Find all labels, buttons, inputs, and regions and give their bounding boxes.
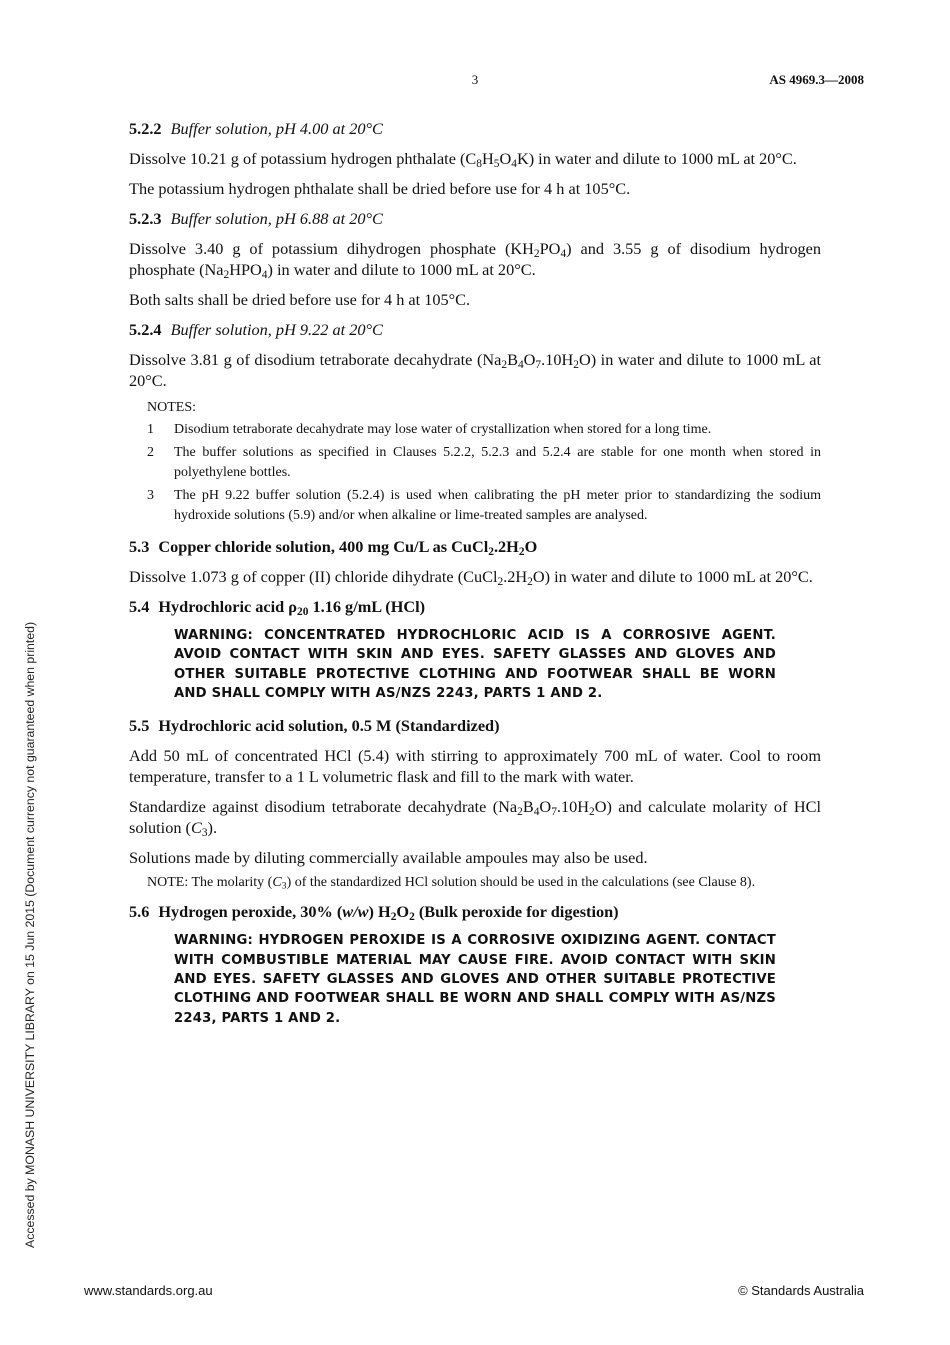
warning-peroxide: WARNING: HYDROGEN PEROXIDE IS A CORROSIVE OXIDIZING AGENT. CONTACT WITH COMBUSTIBLE MATERIAL MAY CAUSE FIRE. AVOID CONTACT WITH SKIN AND EYES. SAFETY GLASSES AND GLOVES AND OTHER SUITABLE PROTECTIVE CLOTHING AND FOOTWEAR SHALL BE WORN AND SHALL COMPLY WITH AS/NZS 2243, PARTS 1 AND 2. xyxy=(174,933,776,1026)
heading-5-2-4: 5.2.4 Buffer solution, pH 9.22 at 20°C xyxy=(129,320,383,339)
paragraph-5-3-dissolve: Dissolve 1.073 g of copper (II) chloride dihydrate $(CuCl_2.2H_2O)$ in water and dilute to 1000 mL at 20°C. xyxy=(129,567,813,588)
heading-5-6: 5.6 Hydrogen peroxide, 30% (w/w) $H_2O_2$ (Bulk peroxide for digestion) xyxy=(129,902,619,923)
paragraph-5-5-standardize: Standardize against disodium tetraborate decahydrate $(Na_2B_4O_7.10H_2O)$ and calculate molarity of HCl solution $(C_3)$. xyxy=(129,796,822,839)
heading-5-4: 5.4 Hydrochloric acid $\rho_{20}$ 1.16 g/mL (HCl) xyxy=(129,597,426,618)
footer-copyright: © Standards Australia xyxy=(738,1283,864,1298)
heading-5-3: 5.3 Copper chloride solution, 400 mg Cu/L as $CuCl_2.2H_2O$ xyxy=(129,537,538,558)
warning-hcl: WARNING: CONCENTRATED HYDROCHLORIC ACID IS A CORROSIVE AGENT. AVOID CONTACT WITH SKIN AND EYES. SAFETY GLASSES AND GLOVES AND OTHER SUITABLE PROTECTIVE CLOTHING AND FOOTWEAR SHALL BE WORN AND SHALL COMPLY WITH AS/NZS 2243, PARTS 1 AND 2. xyxy=(174,628,776,702)
notes-label: NOTES: xyxy=(147,400,196,415)
access-watermark: Accessed by MONASH UNIVERSITY LIBRARY on 15 Jun 2015 (Document currency not guaranteed when printed) xyxy=(23,621,37,1248)
page-number: 3 xyxy=(471,72,479,87)
paragraph-5-2-2-dissolve: Dissolve 10.21 g of potassium hydrogen phthalate $(C_8H_5O_4K)$ in water and dilute to 1000 mL at 20°C. xyxy=(129,149,797,170)
paragraph-5-2-3-drying: Both salts shall be dried before use for 4 h at 105°C. xyxy=(129,290,471,309)
note-item: 3 The pH 9.22 buffer solution (5.2.4) is used when calibrating the pH meter prior to standardizing the sodium hydroxide solutions (5.9) and/or when alkaline or lime-treated samples are analysed. xyxy=(147,488,821,523)
paragraph-5-2-2-drying: The potassium hydrogen phthalate shall be dried before use for 4 h at 105°C. xyxy=(129,179,631,198)
heading-5-2-2: 5.2.2 Buffer solution, pH 4.00 at 20°C xyxy=(129,119,383,138)
note-item: 2 The buffer solutions as specified in Clauses 5.2.2, 5.2.3 and 5.2.4 are stable for one month when stored in polyethylene bottles. xyxy=(147,445,821,480)
note-molarity: NOTE: The molarity $(C_3)$ of the standardized HCl solution should be used in the calculations (see Clause 8). xyxy=(147,874,756,892)
footer-website: www.standards.org.au xyxy=(84,1283,213,1298)
document-body xyxy=(129,118,821,1039)
heading-5-5: 5.5 Hydrochloric acid solution, 0.5 M (Standardized) xyxy=(129,715,500,735)
paragraph-5-2-3-dissolve: Dissolve 3.40 g of potassium dihydrogen phosphate $(KH_2PO_4)$ and 3.55 g of disodium hydrogen phosphate $(Na_2HPO_4)$ in water and dilute to 1000 mL at 20°C. xyxy=(129,239,822,281)
paragraph-5-5-prepare: Add 50 mL of concentrated HCl (5.4) with stirring to approximately 700 mL of water. Cool to room temperature, transfer to a 1 L volumetric flask and fill to the mark with water. xyxy=(129,745,821,786)
paragraph-5-2-4-dissolve: Dissolve 3.81 g of disodium tetraborate decahydrate $(Na_2B_4O_7.10H_2O)$ in water and dilute to 1000 mL at 20°C. xyxy=(129,350,821,390)
note-item: 1 Disodium tetraborate decahydrate may lose water of crystallization when stored for a long time. xyxy=(147,422,712,437)
heading-5-2-3: 5.2.3 Buffer solution, pH 6.88 at 20°C xyxy=(129,209,383,228)
paragraph-5-5-ampoules: Solutions made by diluting commercially available ampoules may also be used. xyxy=(129,847,648,867)
standard-id: AS 4969.3—2008 xyxy=(769,72,864,87)
